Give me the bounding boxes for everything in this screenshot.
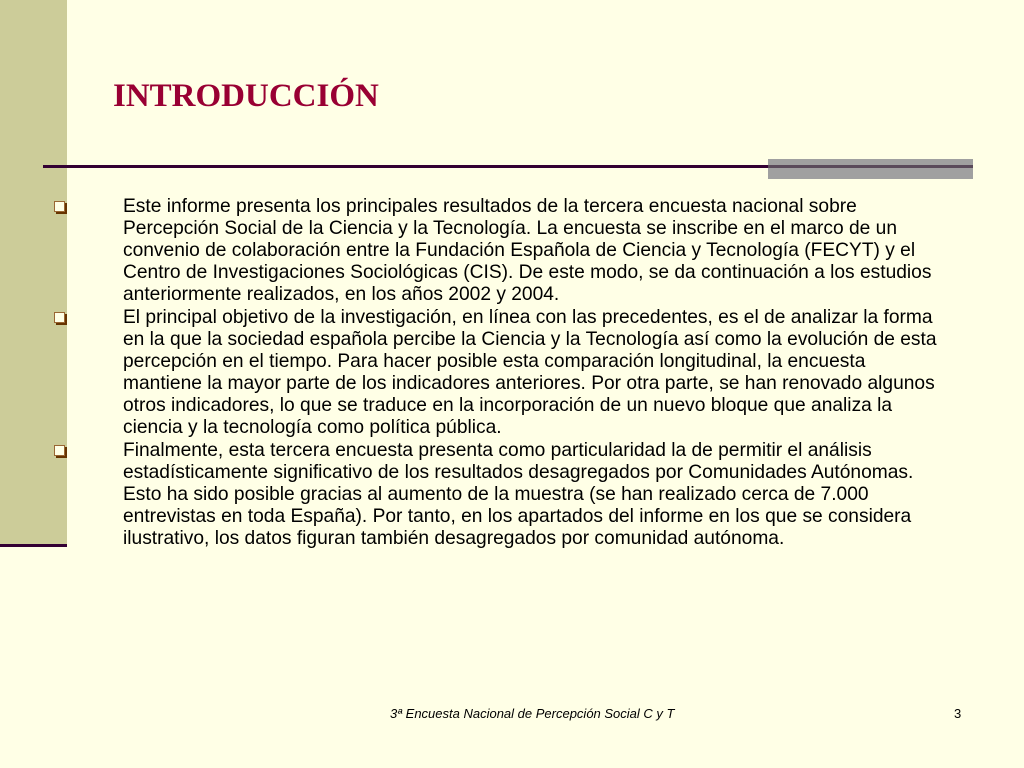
slide-title: INTRODUCCIÓN [113, 78, 379, 114]
bullet-item [0, 307, 943, 439]
square-bullet-icon [54, 445, 65, 456]
bullet-text: Finalmente, esta tercera encuesta presenta como particularidad la de permitir el análisis estadísticamente significativo de los resultados desagregados por Comunidades Autónomas. Esto ha sido posible gracias al aumento de la muestra (se han realizado cerca de 7.000 entrevistas en toda España). Por tanto, en los apartados del informe en los que se considera ilustrativo, los datos figuran también desagregados por comunidad autónoma. [123, 440, 914, 549]
title-divider-accent [768, 159, 973, 179]
square-bullet-icon [54, 312, 65, 323]
bullet-item [0, 196, 943, 306]
bullet-text: Este informe presenta los principales resultados de la tercera encuesta nacional sobre Percepción Social de la Ciencia y la Tecnología. La encuesta se inscribe en el marco de un convenio de colaboración entre la Fundación Española de Ciencia y Tecnología (FECYT) y el Centro de Investigaciones Sociológicas (CIS). De este modo, se da continuación a los estudios anteriormente realizados, en los años 2002 y 2004. [123, 196, 932, 305]
title-divider-accent-line [768, 165, 973, 168]
square-bullet-icon [54, 201, 65, 212]
slide-footer: 3ª Encuesta Nacional de Percepción Social C y T [390, 706, 675, 721]
page-number: 3 [954, 706, 962, 721]
title-divider [43, 165, 771, 168]
bullet-item [0, 440, 943, 550]
bullet-text: El principal objetivo de la investigación, en línea con las precedentes, es el de analizar la forma en la que la sociedad española percibe la Ciencia y la Tecnología así como la evolución de esta percepción en el tiempo. Para hacer posible esta comparación longitudinal, la encuesta mantiene la mayor parte de los indicadores anteriores. Por otra parte, se han renovado algunos otros indicadores, lo que se traduce en la incorporación de un nuevo bloque que analiza la ciencia y la tecnología como política pública. [123, 307, 937, 438]
bullet-list [0, 196, 1024, 551]
